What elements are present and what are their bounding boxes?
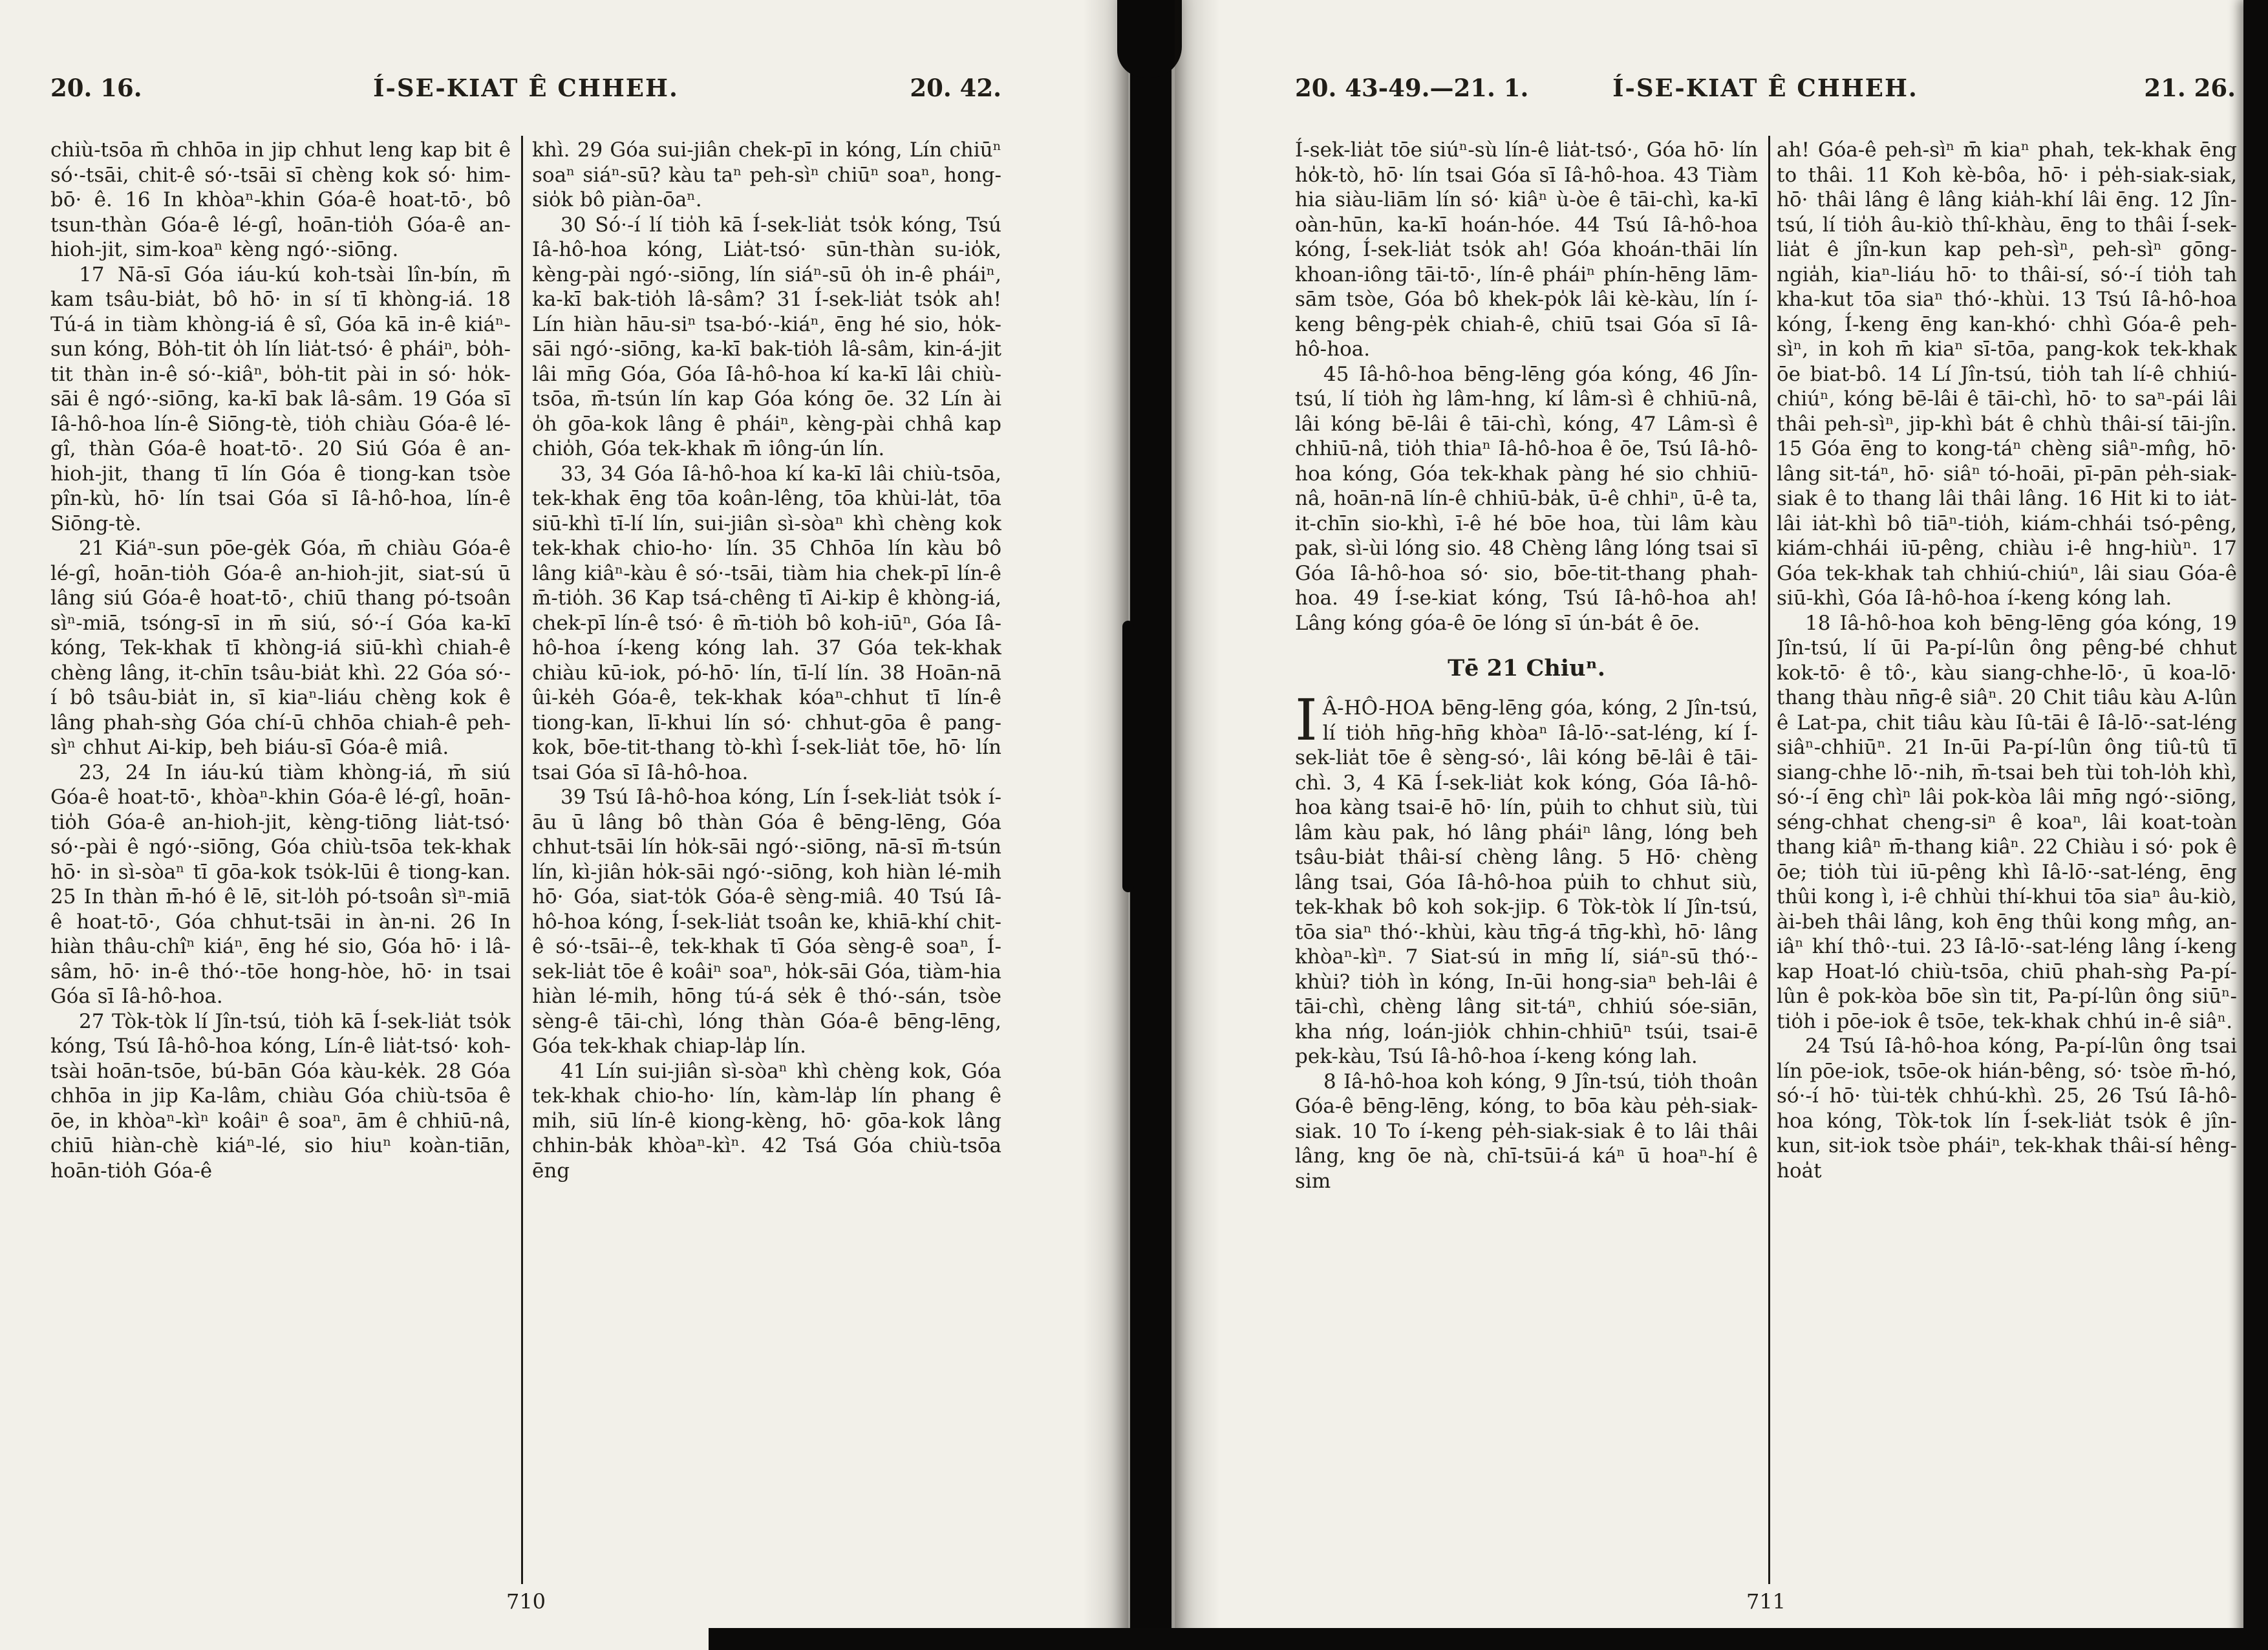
column-divider	[1768, 136, 1770, 1584]
paragraph: 39 Tsú Iâ-hô-hoa kóng, Lín Í-sek-lia̍t tso̍k í-āu ū lâng bô thàn Góa ê bēng-lēng, Góa chhut-tsāi lín ho̍k-sāi ngó·-siōng, nā-sī m̄-tsún lín, kì-jiân ho̍k-sāi ngó·-siōng, koh hiàn lé-mi̍h hō· Góa, siat-to̍k Góa-ê sèng-miâ. 40 Tsú Iâ-hô-hoa kóng, Í-sek-lia̍t tsoân ke, khiā-khí chit-ê só·-tsāi--ê, tek-khak tī Góa sèng-ê soaⁿ, Í-sek-lia̍t tōe ê koâiⁿ soaⁿ, ho̍k-sāi Góa, tiàm-hia hiàn lé-mi̍h, hōng tú-á se̍k ê thó·-sán, tsòe sèng-ê tāi-chì, lóng thàn Góa-ê bēng-lēng, Góa tek-khak chiap-la̍p lín.	[532, 786, 1001, 1058]
column-divider	[521, 136, 523, 1584]
running-head-left-page	[50, 72, 1001, 103]
left-page	[0, 0, 1128, 1650]
paragraph: Í-sek-lia̍t tōe siúⁿ-sù lín-ê lia̍t-tsó·, Góa hō· lín ho̍k-tò, hō· lín tsai Góa sī Iâ-hô-hoa. 43 Tiàm hia siàu-liām lín só· kiâⁿ ù-òe ê tāi-chì, ka-kī oàn-hūn, ka-kī hoán-hóe. 44 Tsú Iâ-hô-hoa kóng, Í-sek-lia̍t tso̍k ah! Góa khoán-thāi lín khoan-iông tāi-tō·, lín-ê pháiⁿ phín-hēng lām-sām tsòe, Góa bô khek-po̍k lâi kè-kàu, lín í-keng bêng-pe̍k chiah-ê, chiū tsai Góa sī Iâ-hô-hoa.	[1295, 138, 1758, 361]
book-title: Í-SE-KIAT Ê CHHEH.	[373, 74, 679, 102]
paragraph: 24 Tsú Iâ-hô-hoa kóng, Pa-pí-lûn ông tsai lín pōe-iok, tsōe-ok hián-bêng, só· tsòe m̄-hó, só·-í hō· tùi-te̍k chhú-khì. 25, 26 Tsú Iâ-hô-hoa kóng, Tòk-tok lín Í-sek-lia̍t tso̍k ê jîn-kun, sit-iok tsòe pháiⁿ, tek-khak thâi-sí hêng-hoa̍t	[1777, 1034, 2237, 1183]
paragraph: chiù-tsōa m̄ chhōa in jip chhut leng kap bit ê só·-tsāi, chit-ê só·-tsāi sī chèng kok só· him-bō· ê. 16 In khòaⁿ-khin Góa-ê hoat-tō·, bô tsun-thàn Góa-ê lé-gî, hoān-tio̍h Góa-ê an-hioh-jit, sim-koaⁿ kèng ngó·-siōng.	[50, 138, 511, 261]
paragraph: 8 Iâ-hô-hoa koh kóng, 9 Jîn-tsú, tio̍h thoân Góa-ê bēng-lēng, kóng, to bōa kàu pe̍h-siak-siak. 10 To í-keng pe̍h-siak-siak ê to lâi thâi lâng, kng ōe nà, chī-tsūi-á káⁿ ū hoaⁿ-hí ê sim	[1295, 1069, 1758, 1193]
page-shading	[1083, 0, 1128, 1650]
paragraph: I Â-HÔ-HOA bēng-lēng góa, kóng, 2 Jîn-tsú, lí tio̍h hn̄g-hn̄g khòaⁿ Iâ-lō·-sat-léng, kí Í-sek-lia̍t tōe ê sèng-só·, lâi kóng bē-lâi ê tāi-chì. 3, 4 Kā Í-sek-lia̍t kok kóng, Góa Iâ-hô-hoa kàng tsai-ē hō· lín, pu̍ih to chhut siù, tùi lâm kàu pak, hó lâng pháiⁿ lâng, lóng beh tsâu-bia̍t thâi-sí chèng lâng. 5 Hō· chèng lâng tsai, Góa Iâ-hô-hoa pu̍ih to chhut siù, tek-khak bô koh sok-jip. 6 Tòk-tòk lí Jîn-tsú, tōa siaⁿ thó·-khùi, kàu tn̄g-á tn̄g-khì, hō· lâng khòaⁿ-kìⁿ. 7 Siat-sú in mn̄g lí, siáⁿ-sū thó·-khùi? tio̍h ìn kóng, In-ūi hong-siaⁿ beh-lâi ê tāi-chì, chèng lâng sit-táⁿ, chhiú sóe-siān, kha nńg, loán-jio̍k chhin-chhiūⁿ tsúi, tsai-ē pek-kàu, Tsú Iâ-hô-hoa í-keng kóng lah.	[1295, 687, 1758, 1068]
left-page-column-1	[50, 138, 511, 1592]
running-head-right-page	[1295, 72, 2236, 103]
scan-edge-right	[2243, 0, 2268, 1650]
paragraph: 17 Nā-sī Góa iáu-kú koh-tsài lîn-bín, m̄ kam tsâu-bia̍t, bô hō· in sí tī khòng-iá. 18 Tú-á in tiàm khòng-iá ê sî, Góa kā in-ê kiáⁿ-sun kóng, Bo̍h-tit o̍h lín lia̍t-tsó· ê pháiⁿ, bo̍h-tit thàn in-ê só·-kiâⁿ, bo̍h-tit pài in só· ho̍k-sāi ê ngó·-siōng, ka-kī bak lâ-sâm. 19 Góa sī Iâ-hô-hoa lín-ê Siōng-tè, tio̍h chiàu Góa-ê lé-gî, thàn Góa-ê hoat-tō·. 20 Siú Góa ê an-hioh-jit, thang tī lín Góa ê tiong-kan tsòe pîn-kù, hō· lín tsai Góa sī Iâ-hô-hoa, lín-ê Siōng-tè.	[50, 262, 511, 535]
paragraph: 27 Tòk-tòk lí Jîn-tsú, tio̍h kā Í-sek-lia̍t tso̍k kóng, Tsú Iâ-hô-hoa kóng, Lín-ê lia̍t-tsó· koh-tsài hoān-tsōe, bú-bān Góa kàu-ke̍k. 28 Góa chhōa in jip Ka-lâm, chiàu Góa chiù-tsōa ê ōe, in khòaⁿ-kìⁿ koâiⁿ ê soaⁿ, ām ê chhiū-nâ, chiū hiàn-chè kiáⁿ-lé, sio hiuⁿ koàn-tiān, hoān-tio̍h Góa-ê	[50, 1009, 511, 1183]
paragraph: 33, 34 Góa Iâ-hô-hoa kí ka-kī lâi chiù-tsōa, tek-khak ēng tōa koân-lêng, tōa khùi-la̍t, tōa siū-khì tī-lí lín, sui-jiân sì-sòaⁿ khì chèng kok tek-khak chio-ho· lín. 35 Chhōa lín kàu bô lâng kiâⁿ-kàu ê só·-tsāi, tiàm hia chek-pī lín-ê m̄-tio̍h. 36 Kap tsá-chêng tī Ai-kip ê khòng-iá, chek-pī lín-ê tsó· ê m̄-tio̍h bô koh-iūⁿ, Góa Iâ-hô-hoa í-keng kóng lah. 37 Góa tek-khak chiàu kū-iok, pó-hō· lín, tī-lí lín. 38 Hoān-nā ûi-ke̍h Góa-ê, tek-khak kóaⁿ-chhut tī lín-ê tiong-kan, lī-khui lín só· chhut-gōa ê pang-kok, bōe-tit-thang tò-khì Í-sek-lia̍t tōe, hō· lín tsai Góa sī Iâ-hô-hoa.	[532, 462, 1001, 784]
paragraph: khì. 29 Góa sui-jiân chek-pī in kóng, Lín chiūⁿ soaⁿ siáⁿ-sū? kàu taⁿ peh-sìⁿ chiūⁿ soaⁿ, hong-sio̍k bô piàn-ōaⁿ.	[532, 138, 1001, 211]
verse-ref-left: 20. 16.	[50, 74, 142, 102]
chapter-heading: Tē 21 Chiuⁿ.	[1448, 655, 1605, 681]
right-page	[1175, 0, 2243, 1650]
paragraph: 41 Lín sui-jiân sì-sòaⁿ khì chèng kok, Góa tek-khak chio-ho· lín, kàm-la̍p lín phang ê mi̍h, siū lín-ê kiong-kèng, hō· gōa-kok lâng chhin-ba̍k khòaⁿ-kìⁿ. 42 Tsá Góa chiù-tsōa ēng	[532, 1059, 1001, 1183]
right-page-column-1	[1295, 138, 1758, 1592]
verse-ref-right: 21. 26.	[2144, 74, 2236, 102]
paragraph: 18 Iâ-hô-hoa koh bēng-lēng góa kóng, 19 Jîn-tsú, lí ūi Pa-pí-lûn ông pêng-bé chhut kok-tō· ê tô·, kàu siang-chhe-lō·, ū koa-lō· thang thàu nn̄g-ê siâⁿ. 20 Chit tiâu kàu A-lûn ê Lat-pa, chit tiâu kàu Iû-tāi ê Iâ-lō·-sat-léng siâⁿ-chhiūⁿ. 21 In-ūi Pa-pí-lûn ông tiû-tû tī siang-chhe lō·-nih, m̄-tsai beh tùi toh-lo̍h khì, só·-í ēng chìⁿ lâi pok-kòa lâi mn̄g ngó·-siōng, séng-chhat cheng-siⁿ ê koaⁿ, lâi koat-toàn thang kiâⁿ m̄-thang kiâⁿ. 22 Chiàu i só· pok ê ōe; tio̍h tùi iū-pêng khì Iâ-lō·-sat-léng, ēng thûi kong ì, i-ê chhùi thí-khui tōa siaⁿ âu-kiò, ài-beh thâi lâng, koh ēng thûi kong mn̂g, an-iâⁿ khí thô·-tui. 23 Iâ-lō·-sat-léng lâng í-keng kap Hoat-ló chiù-tsōa, chiū phah-sǹg Pa-pí-lûn ê pok-kòa bōe sìn tit, Pa-pí-lûn ông siūⁿ-tio̍h i pōe-iok ê tsōe, tek-khak chhú in-ê siâⁿ.	[1777, 611, 2237, 1033]
drop-cap: I	[1295, 687, 1318, 753]
right-page-column-2	[1777, 138, 2237, 1592]
verse-ref-left: 20. 43-49.—21. 1.	[1295, 74, 1529, 102]
scan-edge-bottom	[709, 1628, 2268, 1650]
page-shading	[1175, 0, 1220, 1650]
left-page-column-2	[532, 138, 1001, 1592]
paragraph: 23, 24 In iáu-kú tiàm khòng-iá, m̄ siú Góa-ê hoat-tō·, khòaⁿ-khin Góa-ê lé-gî, hoān-tio̍h Góa-ê an-hioh-jit, kèng-tiōng lia̍t-tsó· só·-pài ê ngó·-siōng, Góa chiù-tsōa tek-khak hō· in sì-sòaⁿ tī gōa-kok tso̍k-lūi ê tiong-kan. 25 In thàn m̄-hó ê lē, sit-lo̍h pó-tsoân sìⁿ-miā ê hoat-tō·, Góa chhut-tsāi in àn-ni. 26 In hiàn thâu-chîⁿ kiáⁿ, ēng hé sio, Góa hō· i lâ-sâm, hō· in-ê thó·-tōe hong-hòe, hō· in tsai Góa sī Iâ-hô-hoa.	[50, 760, 511, 1008]
page-number: 710	[506, 1589, 546, 1614]
paragraph: 21 Kiáⁿ-sun pōe-ge̍k Góa, m̄ chiàu Góa-ê lé-gî, hoān-tio̍h Góa-ê an-hioh-jit, siat-sú ū lâng siú Góa-ê hoat-tō·, chiū thang pó-tsoân sìⁿ-miā, tsóng-sī in m̄ siú, só·-í Góa ka-kī kóng, Tek-khak tī khòng-iá siū-khì chiah-ê chèng lâng, it-chīn tsâu-bia̍t khì. 22 Góa só·-í bô tsâu-bia̍t in, sī kiaⁿ-liáu chèng kok ê lâng phah-sǹg Góa chí-ū chhōa chiah-ê peh-sìⁿ chhut Ai-kip, beh biáu-sī Góa-ê miâ.	[50, 537, 511, 759]
verse-ref-right: 20. 42.	[910, 74, 1001, 102]
page-number: 711	[1746, 1589, 1786, 1614]
paragraph: ah! Góa-ê peh-sìⁿ m̄ kiaⁿ phah, tek-khak ēng to thâi. 11 Koh kè-bôa, hō· i pe̍h-siak-siak, hō· thâi lâng ê lâng kia̍h-khí lâi ēng. 12 Jîn-tsú, lí tio̍h âu-kiò thî-khàu, ēng to thâi Í-sek-lia̍t ê jîn-kun kap peh-sìⁿ, peh-sìⁿ gōng-ngia̍h, kiaⁿ-liáu hō· to thâi-sí, só·-í tio̍h tah kha-kut tōa siaⁿ thó·-khùi. 13 Tsú Iâ-hô-hoa kóng, Í-keng ēng kan-khó· chhì Góa-ê peh-sìⁿ, in koh m̄ kiaⁿ sī-tōa, pang-kok tek-khak ōe biat-bô. 14 Lí Jîn-tsú, tio̍h tah lí-ê chhiú-chiúⁿ, kóng bē-lâi ê tāi-chì, hō· to saⁿ-pái lâi thâi peh-sìⁿ, jip-khì bát ê chhù thâi-sí tāi-jîn. 15 Góa ēng to kong-táⁿ chèng siâⁿ-mn̂g, hō· lâng sit-táⁿ, hō· siâⁿ tó-hoāi, pī-pān pe̍h-siak-siak ê to thang lâi thâi lâng. 16 Hit ki to ia̍t-lâi ia̍t-khì bô tiāⁿ-tio̍h, kiám-chhái tsó-pêng, kiám-chhái iū-pêng, chiàu i-ê hng-hiùⁿ. 17 Góa tek-khak tah chhiú-chiúⁿ, lâi siau Góa-ê siū-khì, Góa Iâ-hô-hoa í-keng kóng lah.	[1777, 138, 2237, 610]
binding-gutter	[1130, 0, 1171, 1650]
paragraph: 45 Iâ-hô-hoa bēng-lēng góa kóng, 46 Jîn-tsú, lí tio̍h ǹg lâm-hng, kí lâm-sì ê chhiū-nâ, lâi kóng bē-lâi ê tāi-chì, kóng, 47 Lâm-sì ê chhiū-nâ, tio̍h thiaⁿ Iâ-hô-hoa ê ōe, Tsú Iâ-hô-hoa kóng, Góa tek-khak pàng hé sio chhiū-nâ, hoān-nā lín-ê chhiū-ba̍k, ū-ê chhiⁿ, ū-ê ta, it-chīn sio-khì, ī-ê hé bōe hoa, tùi lâm kàu pak, sì-ùi lóng sio. 48 Chèng lâng lóng tsai sī Góa Iâ-hô-hoa só· sio, bōe-tit-thang phah-hoa. 49 Í-se-kiat kóng, Tsú Iâ-hô-hoa ah! Lâng kóng góa-ê ōe lóng sī ún-bát ê ōe.	[1295, 362, 1758, 635]
book-title: Í-SE-KIAT Ê CHHEH.	[1612, 74, 1918, 102]
paragraph: 30 Só·-í lí tio̍h kā Í-sek-lia̍t tso̍k kóng, Tsú Iâ-hô-hoa kóng, Lia̍t-tsó· sūn-thàn su-io̍k, kèng-pài ngó·-siōng, lín siáⁿ-sū o̍h in-ê pháiⁿ, ka-kī bak-tio̍h lâ-sâm? 31 Í-sek-lia̍t tso̍k ah! Lín hiàn hāu-siⁿ tsa-bó·-kiáⁿ, ēng hé sio, ho̍k-sāi ngó·-siōng, ka-kī bak-tio̍h lâ-sâm, kin-á-jit lâi mn̄g Góa, Góa Iâ-hô-hoa kí ka-kī lâi chiù-tsōa, m̄-tsún lín kap Góa kóng ōe. 32 Lín ài o̍h gōa-kok lâng ê pháiⁿ, kèng-pài chhâ kap chio̍h, Góa tek-khak m̄ iông-ún lín.	[532, 213, 1001, 460]
